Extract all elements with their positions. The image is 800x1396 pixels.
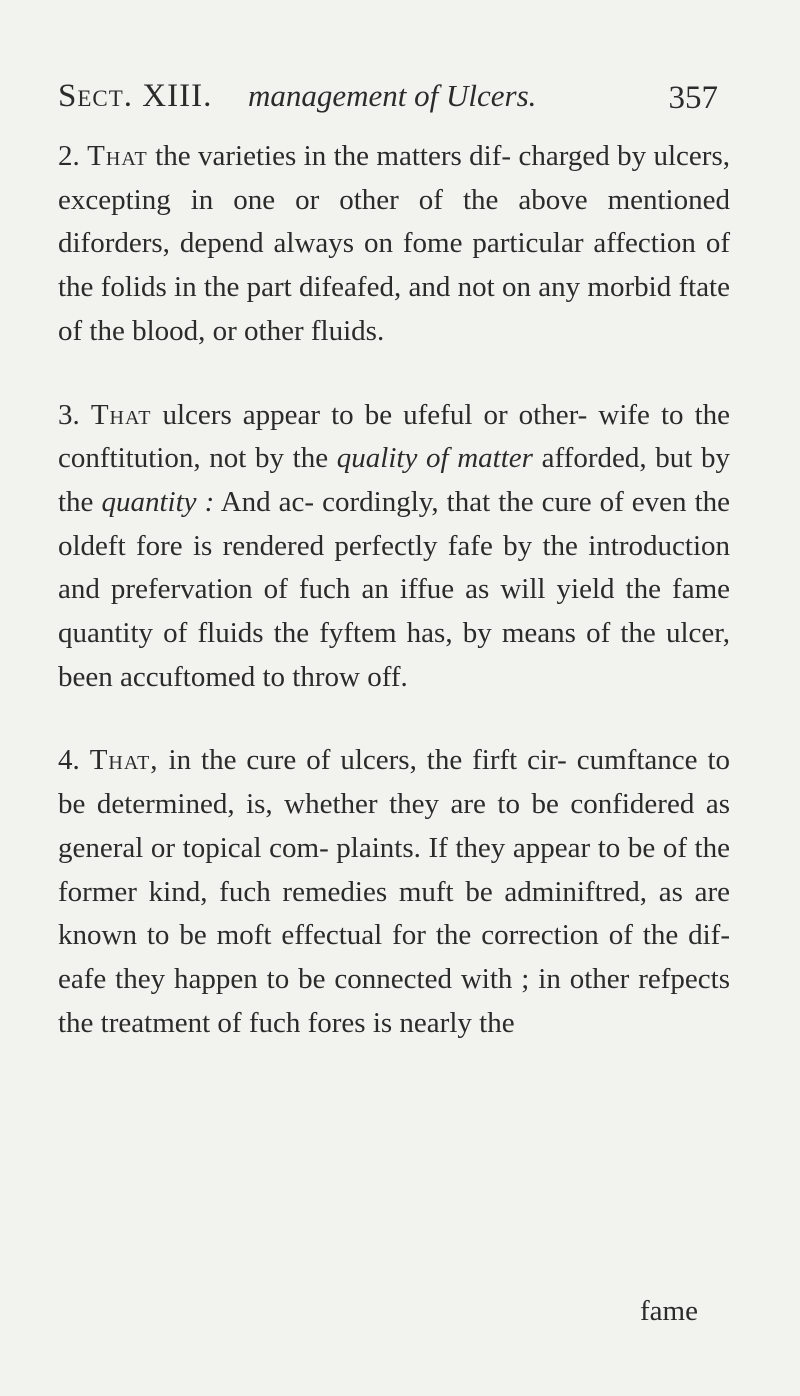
paragraph-number: 3. xyxy=(58,398,80,431)
paragraph-4 xyxy=(58,739,730,1045)
page-number: 357 xyxy=(668,80,718,116)
paragraph-lead: That, xyxy=(89,744,159,777)
paragraph-number: 2. xyxy=(58,140,80,172)
paragraph-3 xyxy=(58,394,730,700)
running-header xyxy=(58,78,718,128)
section-label: Sect. XIII. xyxy=(58,78,213,114)
paragraph-lead: That xyxy=(90,398,152,431)
catchword: fame xyxy=(640,1295,698,1327)
running-title: management of Ulcers. xyxy=(248,78,537,113)
paragraph-text: the varieties in the matters dif- charged by ulcers, excepting in one or other of the above mentioned diforders, depend always on fome particular affection of the folids in the part difeafed, and not on any morbid ftate of the blood, or other fluids. xyxy=(58,140,730,347)
paragraph-text: And ac- cordingly, that the cure of even the oldeft fore is rendered perfectly fafe by the introduction and prefervation of fuch an iffue as will yield the fame quantity of fluids the fyftem has, by means of the ulcer, been accuftomed to throw off. xyxy=(58,485,731,693)
paragraph-number: 4. xyxy=(58,744,80,777)
paragraph-text: in the cure of ulcers, the firft cir- cumftance to be determined, is, whether they are to be confidered as general or topical com- plaints. If they appear to be of the former kind, fuch remedies muft be adminiftred, as are known to be moft effectual for the correction of the dif- eafe they happen to be connected with ; in other refpects the treatment of fuch fores is nearly the xyxy=(58,744,731,1039)
paragraph-lead: That xyxy=(87,140,148,172)
paragraph-text: ulcers appear to be ufeful or other- wife to the conftitution, not by the xyxy=(58,398,731,475)
paragraph-text: afforded, but by the xyxy=(58,442,731,518)
emphasis-quality: quality of matter xyxy=(336,442,533,475)
emphasis-quantity: quantity : xyxy=(101,485,215,518)
paragraph-2 xyxy=(58,135,730,354)
body-text xyxy=(58,135,730,1045)
